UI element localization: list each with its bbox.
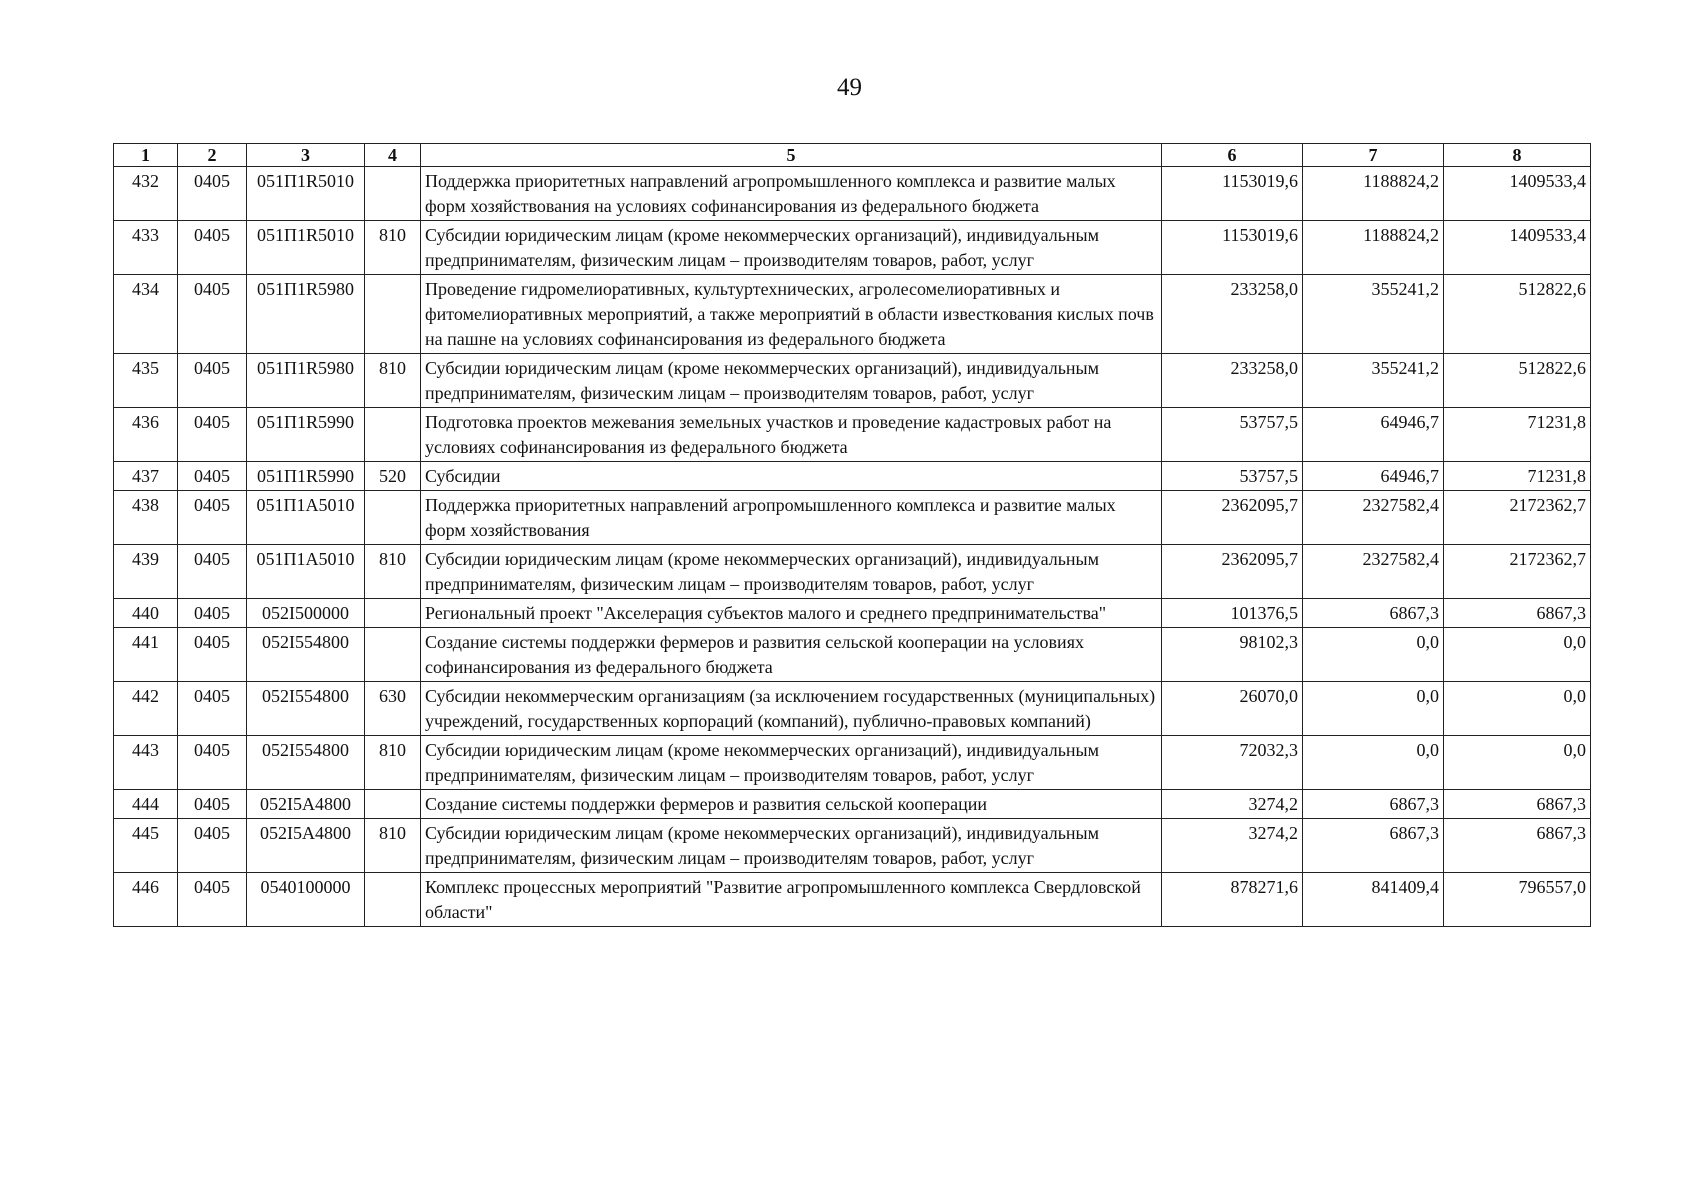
value-year-2: 6867,3	[1303, 599, 1444, 628]
expense-type	[365, 873, 421, 927]
value-year-3: 6867,3	[1444, 790, 1591, 819]
section-code: 0405	[178, 354, 247, 408]
value-year-1: 2362095,7	[1162, 545, 1303, 599]
value-year-2: 0,0	[1303, 736, 1444, 790]
description: Создание системы поддержки фермеров и развития сельской кооперации	[421, 790, 1162, 819]
value-year-1: 233258,0	[1162, 275, 1303, 354]
row-number: 441	[114, 628, 178, 682]
target-code: 052I5A4800	[247, 790, 365, 819]
header-row	[114, 144, 1591, 167]
value-year-3: 0,0	[1444, 628, 1591, 682]
value-year-3: 0,0	[1444, 682, 1591, 736]
table-row	[114, 682, 1591, 736]
column-header: 8	[1444, 144, 1591, 167]
row-number: 440	[114, 599, 178, 628]
row-number: 444	[114, 790, 178, 819]
section-code: 0405	[178, 736, 247, 790]
value-year-1: 1153019,6	[1162, 167, 1303, 221]
target-code: 052I5A4800	[247, 819, 365, 873]
value-year-1: 3274,2	[1162, 819, 1303, 873]
table-row	[114, 790, 1591, 819]
value-year-3: 2172362,7	[1444, 545, 1591, 599]
value-year-1: 878271,6	[1162, 873, 1303, 927]
value-year-3: 6867,3	[1444, 819, 1591, 873]
description: Субсидии юридическим лицам (кроме некоммерческих организаций), индивидуальным предпринимателям, физическим лицам – производителям товаров, работ, услуг	[421, 545, 1162, 599]
value-year-1: 233258,0	[1162, 354, 1303, 408]
value-year-3: 2172362,7	[1444, 491, 1591, 545]
value-year-2: 6867,3	[1303, 790, 1444, 819]
column-header: 7	[1303, 144, 1444, 167]
description: Субсидии юридическим лицам (кроме некоммерческих организаций), индивидуальным предпринимателям, физическим лицам – производителям товаров, работ, услуг	[421, 819, 1162, 873]
value-year-1: 1153019,6	[1162, 221, 1303, 275]
expense-type: 810	[365, 545, 421, 599]
description: Создание системы поддержки фермеров и развития сельской кооперации на условиях софинансирования из федерального бюджета	[421, 628, 1162, 682]
value-year-2: 841409,4	[1303, 873, 1444, 927]
table-row	[114, 736, 1591, 790]
expense-type	[365, 491, 421, 545]
description: Субсидии некоммерческим организациям (за исключением государственных (муниципальных) учреждений, государственных корпораций (компаний), публично-правовых компаний)	[421, 682, 1162, 736]
expense-type: 630	[365, 682, 421, 736]
target-code: 051П1R5010	[247, 167, 365, 221]
target-code: 052I554800	[247, 736, 365, 790]
description: Субсидии	[421, 462, 1162, 491]
row-number: 442	[114, 682, 178, 736]
section-code: 0405	[178, 275, 247, 354]
row-number: 432	[114, 167, 178, 221]
column-header: 6	[1162, 144, 1303, 167]
column-header: 3	[247, 144, 365, 167]
table-row	[114, 545, 1591, 599]
value-year-2: 355241,2	[1303, 354, 1444, 408]
value-year-2: 0,0	[1303, 628, 1444, 682]
table-row	[114, 408, 1591, 462]
row-number: 445	[114, 819, 178, 873]
target-code: 051П1А5010	[247, 491, 365, 545]
value-year-1: 98102,3	[1162, 628, 1303, 682]
value-year-1: 3274,2	[1162, 790, 1303, 819]
value-year-2: 0,0	[1303, 682, 1444, 736]
expense-type	[365, 167, 421, 221]
expense-type	[365, 408, 421, 462]
expense-type: 810	[365, 221, 421, 275]
section-code: 0405	[178, 599, 247, 628]
value-year-3: 1409533,4	[1444, 221, 1591, 275]
row-number: 443	[114, 736, 178, 790]
expense-type: 810	[365, 819, 421, 873]
value-year-3: 512822,6	[1444, 354, 1591, 408]
section-code: 0405	[178, 819, 247, 873]
value-year-1: 53757,5	[1162, 408, 1303, 462]
column-header: 1	[114, 144, 178, 167]
target-code: 051П1R5010	[247, 221, 365, 275]
value-year-2: 64946,7	[1303, 462, 1444, 491]
description: Подготовка проектов межевания земельных участков и проведение кадастровых работ на условиях софинансирования из федерального бюджета	[421, 408, 1162, 462]
expense-type	[365, 599, 421, 628]
section-code: 0405	[178, 873, 247, 927]
expense-type	[365, 790, 421, 819]
description: Проведение гидромелиоративных, культуртехнических, агролесомелиоративных и фитомелиоративных мероприятий, а также мероприятий в области известкования кислых почв на пашне на условиях софинансирования из федерального бюджета	[421, 275, 1162, 354]
value-year-3: 1409533,4	[1444, 167, 1591, 221]
section-code: 0405	[178, 545, 247, 599]
row-number: 446	[114, 873, 178, 927]
description: Субсидии юридическим лицам (кроме некоммерческих организаций), индивидуальным предпринимателям, физическим лицам – производителям товаров, работ, услуг	[421, 221, 1162, 275]
target-code: 051П1R5980	[247, 275, 365, 354]
value-year-2: 1188824,2	[1303, 221, 1444, 275]
value-year-1: 53757,5	[1162, 462, 1303, 491]
value-year-2: 2327582,4	[1303, 491, 1444, 545]
target-code: 052I554800	[247, 682, 365, 736]
table-row	[114, 819, 1591, 873]
section-code: 0405	[178, 221, 247, 275]
value-year-3: 6867,3	[1444, 599, 1591, 628]
value-year-1: 72032,3	[1162, 736, 1303, 790]
table-row	[114, 599, 1591, 628]
target-code: 052I554800	[247, 628, 365, 682]
table-row	[114, 275, 1591, 354]
description: Поддержка приоритетных направлений агропромышленного комплекса и развитие малых форм хозяйствования на условиях софинансирования из федерального бюджета	[421, 167, 1162, 221]
value-year-1: 101376,5	[1162, 599, 1303, 628]
row-number: 437	[114, 462, 178, 491]
expense-type	[365, 628, 421, 682]
value-year-3: 796557,0	[1444, 873, 1591, 927]
target-code: 052I500000	[247, 599, 365, 628]
row-number: 435	[114, 354, 178, 408]
value-year-3: 71231,8	[1444, 462, 1591, 491]
value-year-2: 6867,3	[1303, 819, 1444, 873]
value-year-2: 2327582,4	[1303, 545, 1444, 599]
section-code: 0405	[178, 628, 247, 682]
value-year-1: 26070,0	[1162, 682, 1303, 736]
table-row	[114, 628, 1591, 682]
column-header: 5	[421, 144, 1162, 167]
section-code: 0405	[178, 491, 247, 545]
table-row	[114, 462, 1591, 491]
target-code: 051П1R5990	[247, 462, 365, 491]
row-number: 434	[114, 275, 178, 354]
section-code: 0405	[178, 462, 247, 491]
table-row	[114, 167, 1591, 221]
target-code: 051П1А5010	[247, 545, 365, 599]
expense-type: 520	[365, 462, 421, 491]
budget-table	[113, 143, 1591, 927]
section-code: 0405	[178, 790, 247, 819]
page-number: 49	[837, 74, 862, 101]
target-code: 051П1R5990	[247, 408, 365, 462]
section-code: 0405	[178, 682, 247, 736]
description: Поддержка приоритетных направлений агропромышленного комплекса и развитие малых форм хозяйствования	[421, 491, 1162, 545]
section-code: 0405	[178, 408, 247, 462]
section-code: 0405	[178, 167, 247, 221]
description: Субсидии юридическим лицам (кроме некоммерческих организаций), индивидуальным предпринимателям, физическим лицам – производителям товаров, работ, услуг	[421, 736, 1162, 790]
expense-type	[365, 275, 421, 354]
row-number: 439	[114, 545, 178, 599]
table-row	[114, 873, 1591, 927]
target-code: 0540100000	[247, 873, 365, 927]
row-number: 433	[114, 221, 178, 275]
expense-type: 810	[365, 354, 421, 408]
value-year-2: 64946,7	[1303, 408, 1444, 462]
value-year-1: 2362095,7	[1162, 491, 1303, 545]
value-year-3: 71231,8	[1444, 408, 1591, 462]
expense-type: 810	[365, 736, 421, 790]
description: Региональный проект "Акселерация субъектов малого и среднего предпринимательства"	[421, 599, 1162, 628]
row-number: 438	[114, 491, 178, 545]
value-year-2: 1188824,2	[1303, 167, 1444, 221]
table-row	[114, 491, 1591, 545]
target-code: 051П1R5980	[247, 354, 365, 408]
description: Комплекс процессных мероприятий "Развитие агропромышленного комплекса Свердловской области"	[421, 873, 1162, 927]
table-row	[114, 354, 1591, 408]
table-row	[114, 221, 1591, 275]
value-year-3: 512822,6	[1444, 275, 1591, 354]
table-body	[114, 167, 1591, 927]
column-header: 2	[178, 144, 247, 167]
value-year-2: 355241,2	[1303, 275, 1444, 354]
value-year-3: 0,0	[1444, 736, 1591, 790]
row-number: 436	[114, 408, 178, 462]
column-header: 4	[365, 144, 421, 167]
description: Субсидии юридическим лицам (кроме некоммерческих организаций), индивидуальным предпринимателям, физическим лицам – производителям товаров, работ, услуг	[421, 354, 1162, 408]
